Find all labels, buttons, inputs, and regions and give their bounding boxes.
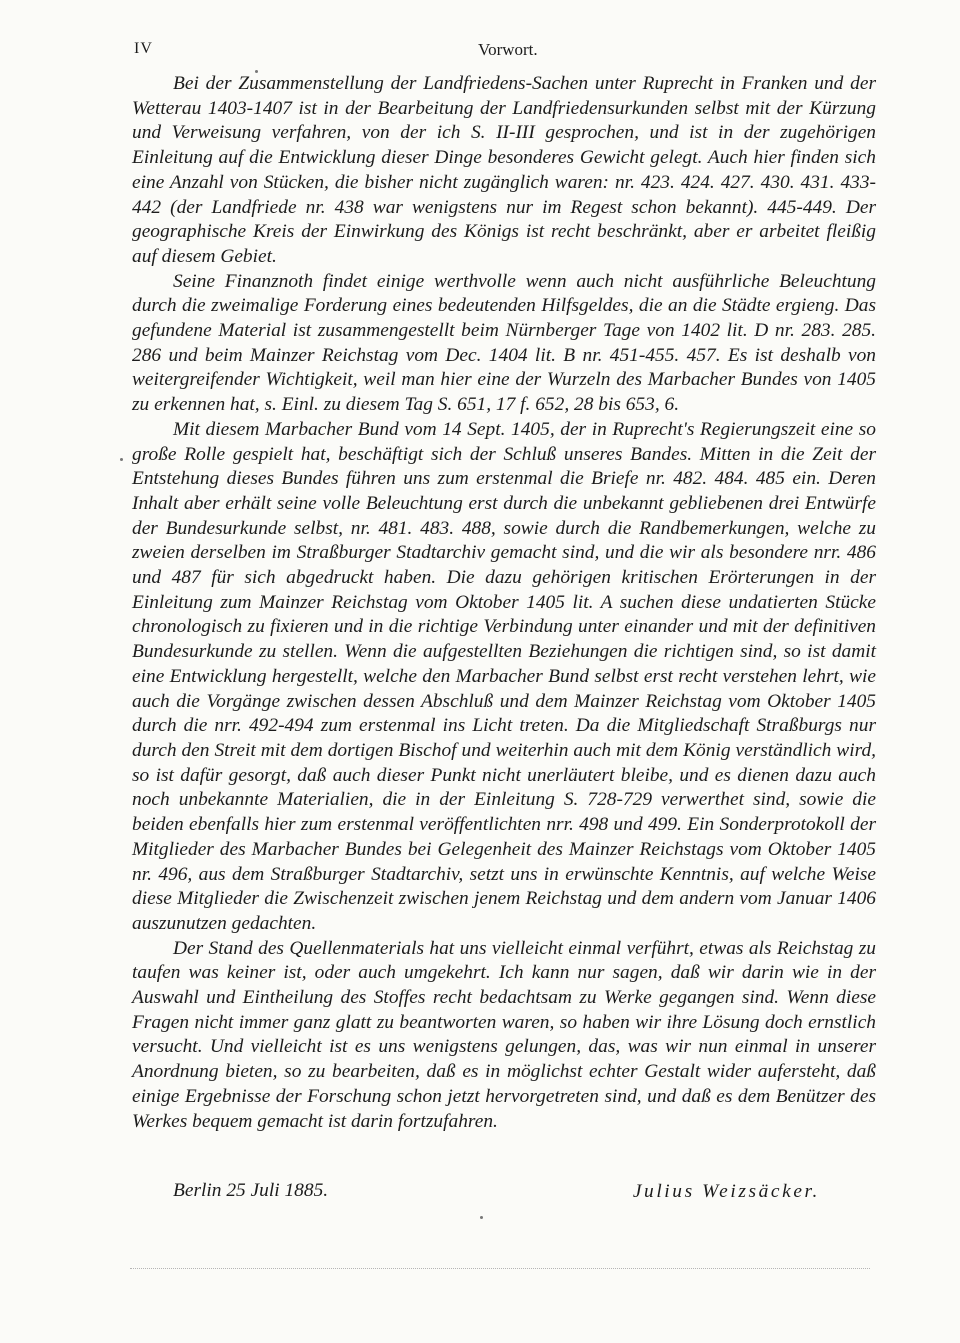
- paragraph-finanznoth: Seine Finanznoth findet einige werthvolle wenn auch nicht ausführliche Beleuchtung durch die zweimalige Forderung eines bedeutenden Hilfsgeldes, die an die Städte ergieng. Das gefundene Material ist zusammengestellt beim Nürnberger Tage von 1402 lit. D nr. 283. 285. 286 und beim Mainzer Reichstag vom Dec. 1404 lit. B nr. 451-455. 457. Es ist deshalb von weitergreifender Wichtigkeit, weil man hier eine der Wurzeln des Marbacher Bundes von 1405 zu erkennen hat, s. Einl. zu diesem Tag S. 651, 17 f. 652, 28 bis 653, 6.: [132, 270, 876, 416]
- scan-speck: [255, 70, 258, 73]
- place-date: Berlin 25 Juli 1885.: [173, 1180, 329, 1201]
- page-title: Vorwort.: [478, 40, 538, 59]
- preface-body: [132, 72, 876, 1134]
- scan-speck: [120, 458, 123, 461]
- paragraph-marbacher-bund: Mit diesem Marbacher Bund vom 14 Sept. 1405, der in Ruprecht's Regierungszeit eine so große Rolle gespielt hat, beschäftigt sich der Schluß unseres Bandes. Mitten in die Zeit der Entstehung dieses Bundes führen uns zum erstenmal die Briefe nr. 482. 484. 485 ein. Deren Inhalt aber erhält seine volle Beleuchtung erst durch die unbekannt gebliebenen drei Entwürfe der Bundesurkunde selbst, nr. 481. 483. 488, sowie durch die Randbemerkungen, welche zu zweien derselben im Straßburger Stadtarchiv gemacht sind, und die wir als besondere nrr. 486 und 487 für sich abgedruckt haben. Die dazu gehörigen kritischen Erörterungen in der Einleitung zum Mainzer Reichstag vom Oktober 1405 lit. A suchen diese undatierten Stücke chronologisch zu fixieren und in die richtige Verbindung unter einander und mit der definitiven Bundesurkunde zu stellen. Wenn die aufgestellten Beziehungen die richtigen sind, so ist damit eine Entwicklung hergestellt, welche den Marbacher Bund selbst erst recht verstehen lehrt, wie auch die Vorgänge zwischen dessen Abschluß und dem Mainzer Reichstag vom Oktober 1405 durch die nrr. 492-494 zum erstenmal ins Licht treten. Da die Mitgliedschaft Straßburgs nur durch den Streit mit dem dortigen Bischof und weiterhin auch mit dem König verständlich wird, so ist dafür gesorgt, daß auch dieser Punkt nicht unerläutert bleibe, und es dienen dazu auch noch unbekannte Materialien, die in der Einleitung S. 728-729 verwerthet sind, sowie die beiden ebenfalls hier zum erstenmal veröffentlichten nrr. 498 und 499. Ein Sonderprotokoll der Mitglieder des Marbacher Bundes bei Gelegenheit des Mainzer Reichstags vom Oktober 1405 nr. 496, aus dem Straßburger Stadtarchiv, setzt uns in erwünschte Kenntnis, auf welche Weise diese Mitglieder die Zwischenzeit zwischen jenem Reichstag und dem andern vom Januar 1406 auszunutzen gedachten.: [132, 418, 876, 934]
- author-signature: Julius Weizsäcker.: [632, 1181, 820, 1202]
- page-number: IV: [134, 40, 153, 57]
- paragraph-landfriede: Bei der Zusammenstellung der Landfriedens-Sachen unter Ruprecht in Franken und der Wetterau 1403-1407 ist in der Bearbeitung der Landfriedensurkunden selbst mit der Kürzung und Verweisung verfahren, von der ich S. II-III gesprochen, und ist in der zugehörigen Einleitung auf die Entwicklung dieser Dinge besonderes Gewicht gelegt. Auch hier finden sich eine Anzahl von Stücken, die bisher nicht zugänglich waren: nr. 423. 424. 427. 430. 431. 433-442 (der Landfriede nr. 438 war wenigstens nur im Regest schon bekannt). 445-449. Der geographische Kreis der Einwirkung des Königs ist recht beschränkt, aber er arbeitet fleißig auf diesem Gebiet.: [132, 73, 876, 267]
- closing-row: [132, 1180, 876, 1208]
- scan-speck: [480, 1216, 483, 1219]
- paragraph-quellenmaterial: Der Stand des Quellenmaterials hat uns vielleicht einmal verführt, etwas als Reichstag zu taufen was keiner ist, oder auch umgekehrt. Ich kann nur sagen, daß wir darin wie in der Auswahl und Eintheilung des Stoffes recht bedachtsam zu Werke gegangen sind. Wenn diese Fragen nicht immer ganz glatt zu beantworten waren, so haben wir ihre Lösung doch ernstlich versucht. Und vielleicht ist es uns wenigstens gelungen, das, was wir nun einmal in unserer Anordnung bieten, so zu bearbeiten, daß es in möglichst echter Gestalt wider aufersteht, daß einige Ergebnisse der Forschung schon jetzt hervorgetreten sind, und daß es dem Benützer des Werkes bequem gemacht ist darin fortzufahren.: [132, 937, 876, 1132]
- scan-dust-line: [130, 1268, 870, 1271]
